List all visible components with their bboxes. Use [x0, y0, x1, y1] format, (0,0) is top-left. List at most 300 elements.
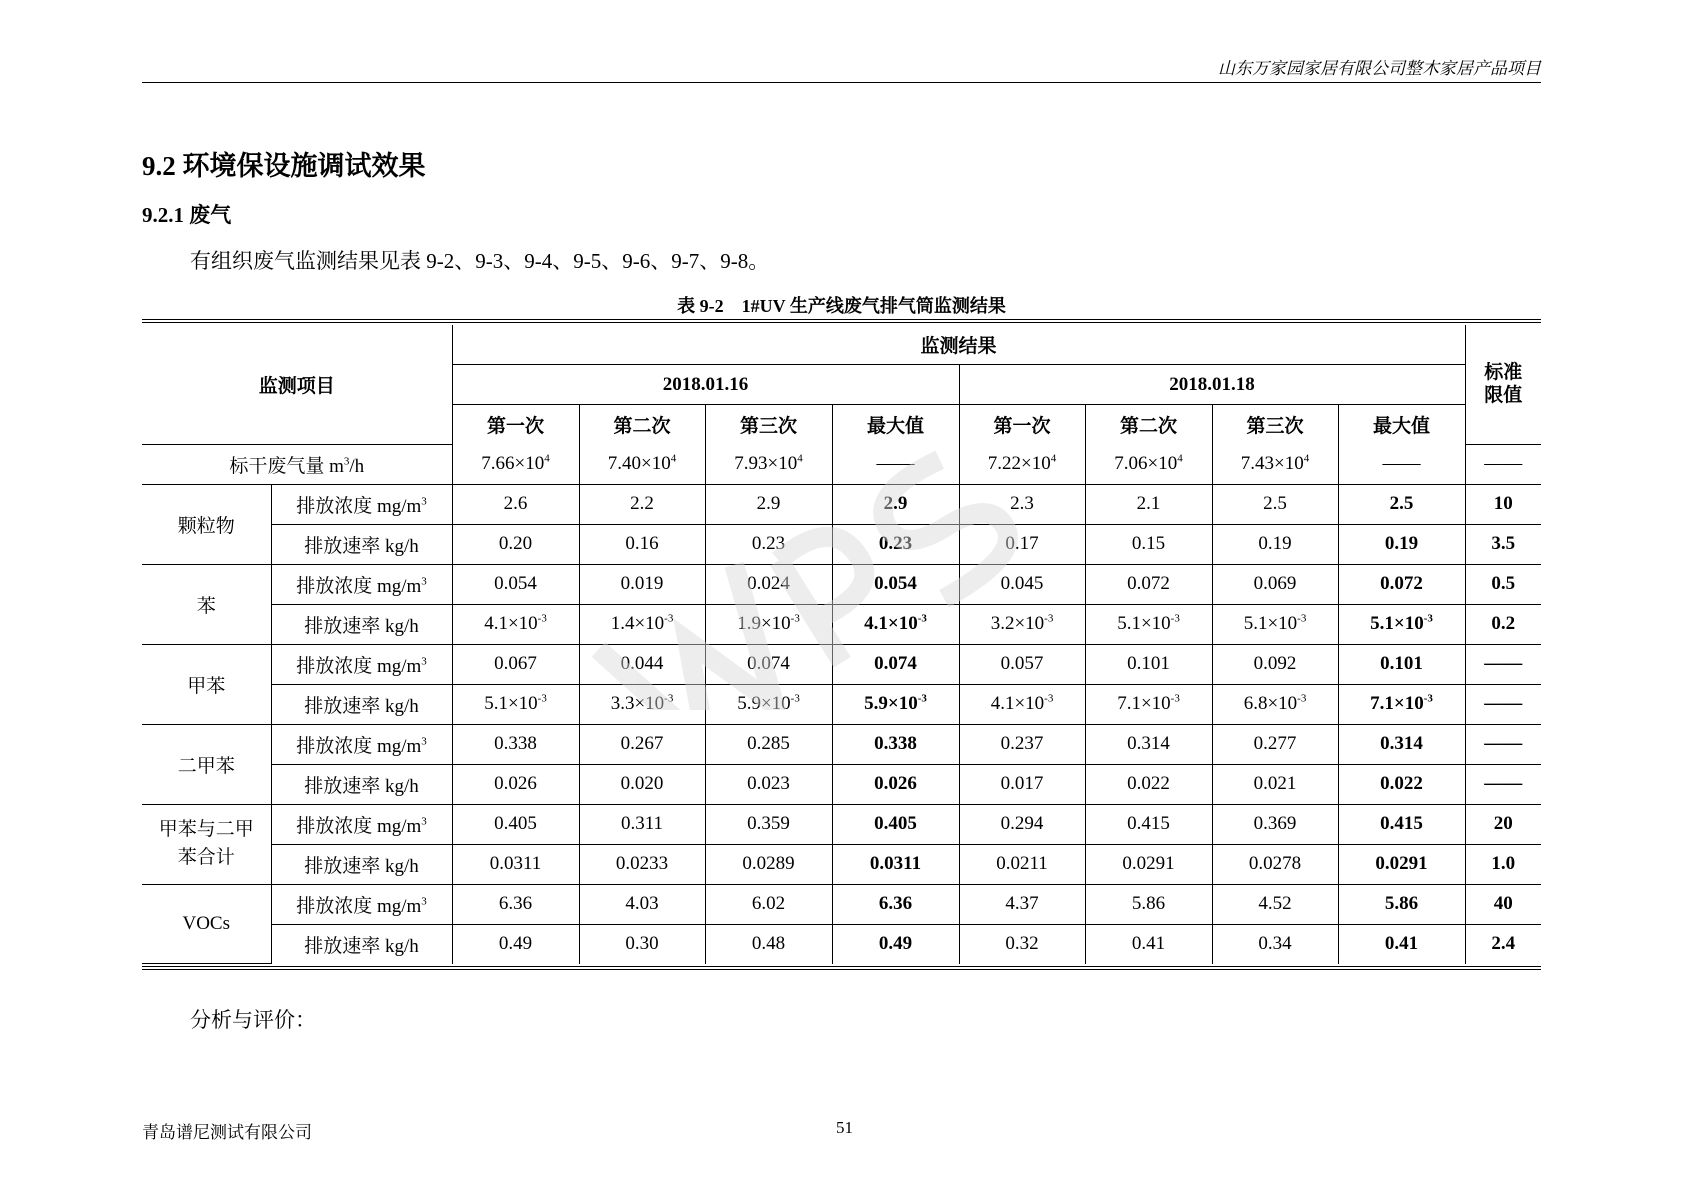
value-cell — [579, 604, 705, 644]
standard-cell: —— — [1465, 724, 1541, 764]
standard-cell: —— — [1465, 684, 1541, 724]
value-mantissa: 0.0291 — [1122, 853, 1175, 874]
header-standard: 标准限值 — [1465, 325, 1541, 444]
value-exp: -3 — [1423, 612, 1433, 625]
value-cell — [1085, 484, 1212, 524]
value-cell — [452, 684, 579, 724]
value-mantissa: 0.16 — [625, 533, 659, 554]
value-mantissa: 0.0291 — [1375, 853, 1428, 874]
rate-label — [271, 844, 452, 884]
conc-label-sup: 3 — [421, 495, 427, 508]
rate-label-text: 排放速率 kg/h — [304, 695, 419, 717]
value-cell — [959, 804, 1085, 844]
flow-cell — [452, 444, 579, 484]
flow-label-text: 标干废气量 m — [229, 455, 344, 477]
value-mantissa: 0.267 — [620, 733, 664, 754]
value-exp: -3 — [1170, 612, 1180, 625]
value-mantissa: 0.054 — [874, 573, 917, 594]
flow-mantissa: 7.66 — [481, 452, 515, 474]
value-mantissa: 5.1 — [1243, 613, 1268, 634]
col-header: 第一次 — [959, 405, 1085, 445]
value-mantissa: 2.9 — [756, 493, 781, 514]
rate-label — [271, 524, 452, 564]
value-cell — [452, 644, 579, 684]
conc-label-text: 排放浓度 mg/m — [296, 495, 422, 517]
rate-label-text: 排放速率 kg/h — [304, 615, 419, 637]
value-exp: -3 — [790, 692, 800, 705]
value-base: ×10 — [507, 613, 538, 634]
standard-cell: —— — [1465, 764, 1541, 804]
page-number: 51 — [836, 1118, 853, 1137]
conc-label — [271, 804, 452, 844]
standard-cell: 1.0 — [1465, 844, 1541, 884]
flow-mantissa: 7.40 — [607, 452, 642, 474]
value-mantissa: 2.3 — [1010, 493, 1034, 514]
value-mantissa: 1.4 — [610, 613, 635, 634]
value-mantissa: 2.1 — [1136, 493, 1161, 514]
pollutant-row — [142, 884, 1541, 924]
monitoring-table-frame — [142, 319, 1541, 970]
value-cell — [1338, 804, 1465, 844]
value-cell — [959, 644, 1085, 684]
pollutant-row — [142, 844, 1541, 884]
flow-base: ×10 — [641, 452, 671, 474]
value-mantissa: 0.49 — [498, 933, 533, 954]
value-mantissa: 3.3 — [610, 693, 635, 714]
value-cell — [579, 924, 705, 964]
value-mantissa: 0.101 — [1380, 653, 1423, 674]
value-mantissa: 0.359 — [747, 813, 790, 834]
flow-exp: 4 — [544, 452, 550, 465]
pollutant-name — [142, 564, 271, 644]
flow-mantissa: 7.93 — [734, 452, 768, 474]
value-cell — [1085, 684, 1212, 724]
value-cell — [1212, 844, 1338, 884]
value-cell — [452, 884, 579, 924]
flow-mantissa: 7.06 — [1114, 452, 1148, 474]
value-mantissa: 0.0211 — [996, 853, 1048, 874]
monitoring-table — [142, 325, 1541, 964]
value-mantissa: 0.338 — [874, 733, 917, 754]
conc-label — [271, 644, 452, 684]
value-cell — [1212, 764, 1338, 804]
header-results: 监测结果 — [452, 325, 1465, 365]
value-base: ×10 — [760, 613, 791, 634]
value-cell — [1085, 884, 1212, 924]
value-mantissa: 0.19 — [1258, 533, 1292, 554]
value-exp: -3 — [917, 692, 927, 705]
value-cell — [579, 684, 705, 724]
value-mantissa: 0.101 — [1127, 653, 1170, 674]
value-mantissa: 0.026 — [874, 773, 917, 794]
value-cell — [1212, 924, 1338, 964]
standard-cell: 10 — [1465, 484, 1541, 524]
pollutant-row — [142, 924, 1541, 964]
value-cell — [1212, 564, 1338, 604]
value-cell — [1338, 764, 1465, 804]
value-mantissa: 5.9 — [737, 693, 761, 714]
value-mantissa: 0.044 — [620, 653, 664, 674]
running-header: 山东万家园家居有限公司整木家居产品项目 — [142, 54, 1541, 83]
value-base: ×10 — [507, 693, 538, 714]
value-mantissa: 0.41 — [1384, 933, 1419, 954]
col-header: 第三次 — [1212, 405, 1338, 445]
conc-label — [271, 564, 452, 604]
value-cell — [705, 644, 832, 684]
value-mantissa: 2.5 — [1263, 493, 1287, 514]
value-mantissa: 0.045 — [1000, 573, 1044, 594]
value-cell — [579, 844, 705, 884]
flow-mantissa: —— — [1382, 452, 1421, 474]
value-mantissa: 0.074 — [874, 653, 917, 674]
pollutant-row — [142, 684, 1541, 724]
flow-base: ×10 — [514, 452, 545, 474]
value-mantissa: 0.294 — [1000, 813, 1044, 834]
pollutant-row — [142, 764, 1541, 804]
value-cell — [959, 524, 1085, 564]
flow-std: —— — [1465, 444, 1541, 484]
standard-cell: 3.5 — [1465, 524, 1541, 564]
flow-label — [142, 444, 452, 484]
value-cell — [832, 884, 959, 924]
value-mantissa: 0.34 — [1258, 933, 1292, 954]
conc-label-sup: 3 — [421, 815, 427, 828]
value-mantissa: 0.019 — [620, 573, 664, 594]
value-cell — [579, 564, 705, 604]
rate-label — [271, 604, 452, 644]
rate-label — [271, 684, 452, 724]
flow-row — [142, 444, 1541, 484]
value-mantissa: 0.314 — [1127, 733, 1170, 754]
value-mantissa: 6.36 — [878, 893, 913, 914]
rate-label-text: 排放速率 kg/h — [304, 535, 419, 557]
value-mantissa: 0.0311 — [869, 853, 922, 874]
standard-cell: 0.5 — [1465, 564, 1541, 604]
flow-mantissa: 7.43 — [1240, 452, 1275, 474]
value-cell — [1212, 644, 1338, 684]
value-cell — [1338, 684, 1465, 724]
value-mantissa: 0.069 — [1253, 573, 1297, 594]
pollutant-name-text: 苯 — [196, 595, 216, 617]
value-mantissa: 0.41 — [1131, 933, 1166, 954]
value-base: ×10 — [1267, 693, 1298, 714]
value-cell — [705, 844, 832, 884]
value-cell — [705, 524, 832, 564]
flow-cell — [579, 444, 705, 484]
pollutant-row — [142, 724, 1541, 764]
conc-label — [271, 724, 452, 764]
value-cell — [1085, 844, 1212, 884]
rate-label-text: 排放速率 kg/h — [304, 935, 419, 957]
value-base: ×10 — [887, 693, 918, 714]
flow-cell — [832, 444, 959, 484]
value-cell — [1085, 604, 1212, 644]
value-cell — [705, 684, 832, 724]
value-cell — [959, 844, 1085, 884]
flow-exp: 4 — [1303, 452, 1310, 465]
value-mantissa: 0.20 — [498, 533, 533, 554]
value-cell — [579, 644, 705, 684]
value-cell — [452, 924, 579, 964]
standard-cell: 40 — [1465, 884, 1541, 924]
value-cell — [1085, 524, 1212, 564]
value-mantissa: 4.03 — [625, 893, 659, 914]
value-cell — [959, 924, 1085, 964]
pollutant-name-text: 甲苯与二甲苯合计 — [158, 819, 254, 868]
value-mantissa: 0.19 — [1384, 533, 1419, 554]
value-cell — [1085, 644, 1212, 684]
conc-label-text: 排放浓度 mg/m — [296, 575, 422, 597]
value-cell — [832, 764, 959, 804]
standard-cell: 0.2 — [1465, 604, 1541, 644]
value-mantissa: 4.1 — [864, 613, 888, 634]
value-exp: -3 — [664, 612, 674, 625]
value-mantissa: 5.86 — [1384, 893, 1419, 914]
value-cell — [705, 924, 832, 964]
value-exp: -3 — [1044, 692, 1054, 705]
value-mantissa: 0.237 — [1000, 733, 1044, 754]
value-cell — [959, 884, 1085, 924]
value-cell — [452, 484, 579, 524]
flow-base: ×10 — [1021, 452, 1051, 474]
value-mantissa: 4.1 — [990, 693, 1015, 714]
value-cell — [579, 804, 705, 844]
value-mantissa: 0.415 — [1127, 813, 1170, 834]
value-mantissa: 0.072 — [1380, 573, 1423, 594]
standard-cell: 20 — [1465, 804, 1541, 844]
col-header: 最大值 — [832, 405, 959, 445]
value-cell — [705, 884, 832, 924]
value-cell — [579, 484, 705, 524]
value-base: ×10 — [1267, 613, 1298, 634]
table-caption: 表 9-2 1#UV 生产线废气排气筒监测结果 — [677, 296, 1006, 316]
value-mantissa: 0.32 — [1005, 933, 1039, 954]
value-exp: -3 — [1297, 612, 1307, 625]
value-mantissa: 0.30 — [625, 933, 659, 954]
col-header: 第二次 — [1085, 405, 1212, 445]
flow-cell — [959, 444, 1085, 484]
value-mantissa: 0.024 — [747, 573, 790, 594]
flow-exp: 4 — [797, 452, 803, 465]
value-cell — [1338, 924, 1465, 964]
value-cell — [1338, 524, 1465, 564]
value-cell — [579, 724, 705, 764]
value-cell — [1338, 484, 1465, 524]
value-cell — [959, 564, 1085, 604]
value-mantissa: 0.020 — [620, 773, 664, 794]
value-mantissa: 6.8 — [1243, 693, 1268, 714]
value-cell — [705, 564, 832, 604]
value-mantissa: 1.9 — [737, 613, 761, 634]
value-mantissa: 0.0311 — [489, 853, 542, 874]
value-mantissa: 0.369 — [1253, 813, 1297, 834]
value-base: ×10 — [1014, 693, 1045, 714]
flow-base: ×10 — [1274, 452, 1304, 474]
value-exp: -3 — [917, 612, 927, 625]
pollutant-row — [142, 804, 1541, 844]
value-cell — [832, 844, 959, 884]
value-exp: -3 — [1297, 692, 1307, 705]
value-mantissa: 2.5 — [1389, 493, 1414, 514]
value-cell — [832, 724, 959, 764]
value-mantissa: 5.1 — [1370, 613, 1394, 634]
value-mantissa: 0.277 — [1253, 733, 1297, 754]
value-cell — [705, 804, 832, 844]
pollutant-row — [142, 564, 1541, 604]
value-mantissa: 0.48 — [751, 933, 786, 954]
value-mantissa: 0.022 — [1127, 773, 1170, 794]
value-mantissa: 3.2 — [990, 613, 1015, 634]
value-mantissa: 0.023 — [747, 773, 790, 794]
value-mantissa: 7.1 — [1117, 693, 1141, 714]
header-item: 监测项目 — [142, 325, 452, 444]
value-mantissa: 0.022 — [1380, 773, 1423, 794]
value-base: ×10 — [1393, 613, 1424, 634]
value-mantissa: 4.37 — [1005, 893, 1039, 914]
conc-label-text: 排放浓度 mg/m — [296, 735, 422, 757]
col-header: 第二次 — [579, 405, 705, 445]
value-mantissa: 0.026 — [494, 773, 537, 794]
value-cell — [832, 644, 959, 684]
value-cell — [705, 764, 832, 804]
flow-exp: 4 — [1050, 452, 1057, 465]
value-cell — [1212, 724, 1338, 764]
value-mantissa: 2.6 — [503, 493, 528, 514]
value-cell — [1338, 644, 1465, 684]
value-exp: -3 — [537, 692, 547, 705]
value-cell — [579, 764, 705, 804]
value-exp: -3 — [664, 692, 674, 705]
value-cell — [579, 884, 705, 924]
value-cell — [1085, 804, 1212, 844]
value-cell — [1212, 884, 1338, 924]
value-exp: -3 — [537, 612, 547, 625]
value-cell — [1085, 764, 1212, 804]
value-mantissa: 0.17 — [1005, 533, 1039, 554]
value-cell — [1212, 604, 1338, 644]
value-mantissa: 0.405 — [494, 813, 537, 834]
value-cell — [1212, 684, 1338, 724]
conc-label-sup: 3 — [421, 655, 427, 668]
value-cell — [1338, 724, 1465, 764]
flow-base: ×10 — [1147, 452, 1178, 474]
value-mantissa: 0.314 — [1380, 733, 1423, 754]
value-cell — [1085, 724, 1212, 764]
value-cell — [705, 724, 832, 764]
value-mantissa: 0.021 — [1253, 773, 1297, 794]
value-cell — [1085, 564, 1212, 604]
value-mantissa: 0.311 — [620, 813, 664, 834]
value-mantissa: 5.1 — [484, 693, 508, 714]
value-mantissa: 0.072 — [1127, 573, 1170, 594]
conc-label-text: 排放浓度 mg/m — [296, 655, 422, 677]
rate-label — [271, 924, 452, 964]
value-cell — [959, 484, 1085, 524]
value-mantissa: 0.074 — [747, 653, 790, 674]
pollutant-name — [142, 804, 271, 884]
pollutant-name — [142, 884, 271, 964]
flow-cell — [1085, 444, 1212, 484]
col-header: 第三次 — [705, 405, 832, 445]
value-base: ×10 — [1014, 613, 1045, 634]
value-mantissa: 7.1 — [1370, 693, 1394, 714]
value-base: ×10 — [887, 613, 918, 634]
value-mantissa: 6.02 — [751, 893, 786, 914]
value-cell — [832, 684, 959, 724]
flow-mantissa: —— — [876, 452, 915, 474]
value-cell — [1338, 564, 1465, 604]
value-mantissa: 0.338 — [494, 733, 537, 754]
value-mantissa: 0.23 — [878, 533, 913, 554]
value-base: ×10 — [1393, 693, 1424, 714]
value-base: ×10 — [1140, 693, 1171, 714]
value-mantissa: 0.092 — [1253, 653, 1297, 674]
conc-label-sup: 3 — [421, 735, 427, 748]
value-cell — [705, 604, 832, 644]
value-cell — [1212, 804, 1338, 844]
footer-company: 青岛谱尼测试有限公司 — [142, 1123, 312, 1142]
value-mantissa: 2.9 — [883, 493, 908, 514]
value-mantissa: 2.2 — [630, 493, 654, 514]
flow-exp: 4 — [1177, 452, 1183, 465]
value-mantissa: 0.285 — [747, 733, 790, 754]
conc-label-text: 排放浓度 mg/m — [296, 815, 422, 837]
value-cell — [452, 564, 579, 604]
flow-mantissa: 7.22 — [987, 452, 1022, 474]
value-mantissa: 0.054 — [494, 573, 537, 594]
value-cell — [832, 604, 959, 644]
value-cell — [959, 684, 1085, 724]
pollutant-row — [142, 524, 1541, 564]
header-date-1: 2018.01.16 — [452, 365, 959, 405]
flow-base: ×10 — [767, 452, 798, 474]
value-mantissa: 5.1 — [1117, 613, 1141, 634]
value-mantissa: 4.52 — [1258, 893, 1292, 914]
value-cell — [959, 724, 1085, 764]
value-cell — [452, 844, 579, 884]
value-cell — [452, 604, 579, 644]
flow-exp: 4 — [670, 452, 677, 465]
value-mantissa: 0.0289 — [742, 853, 795, 874]
value-cell — [1085, 924, 1212, 964]
value-cell — [1338, 884, 1465, 924]
value-cell — [579, 524, 705, 564]
value-cell — [832, 564, 959, 604]
value-cell — [832, 924, 959, 964]
value-mantissa: 0.067 — [494, 653, 537, 674]
header-date-2: 2018.01.18 — [959, 365, 1465, 405]
pollutant-row — [142, 484, 1541, 524]
value-mantissa: 0.057 — [1000, 653, 1044, 674]
value-cell — [452, 724, 579, 764]
value-mantissa: 0.23 — [751, 533, 786, 554]
value-cell — [1338, 604, 1465, 644]
value-mantissa: 5.9 — [864, 693, 888, 714]
value-exp: -3 — [1170, 692, 1180, 705]
conc-label-sup: 3 — [421, 575, 427, 588]
standard-cell: 2.4 — [1465, 924, 1541, 964]
value-exp: -3 — [1423, 692, 1433, 705]
value-cell — [1212, 524, 1338, 564]
pollutant-name — [142, 724, 271, 804]
value-cell — [452, 804, 579, 844]
value-mantissa: 0.49 — [878, 933, 913, 954]
pollutant-row — [142, 604, 1541, 644]
flow-cell — [1338, 444, 1465, 484]
value-exp: -3 — [1044, 612, 1054, 625]
pollutant-name-text: 甲苯 — [187, 675, 226, 697]
pollutant-row — [142, 644, 1541, 684]
